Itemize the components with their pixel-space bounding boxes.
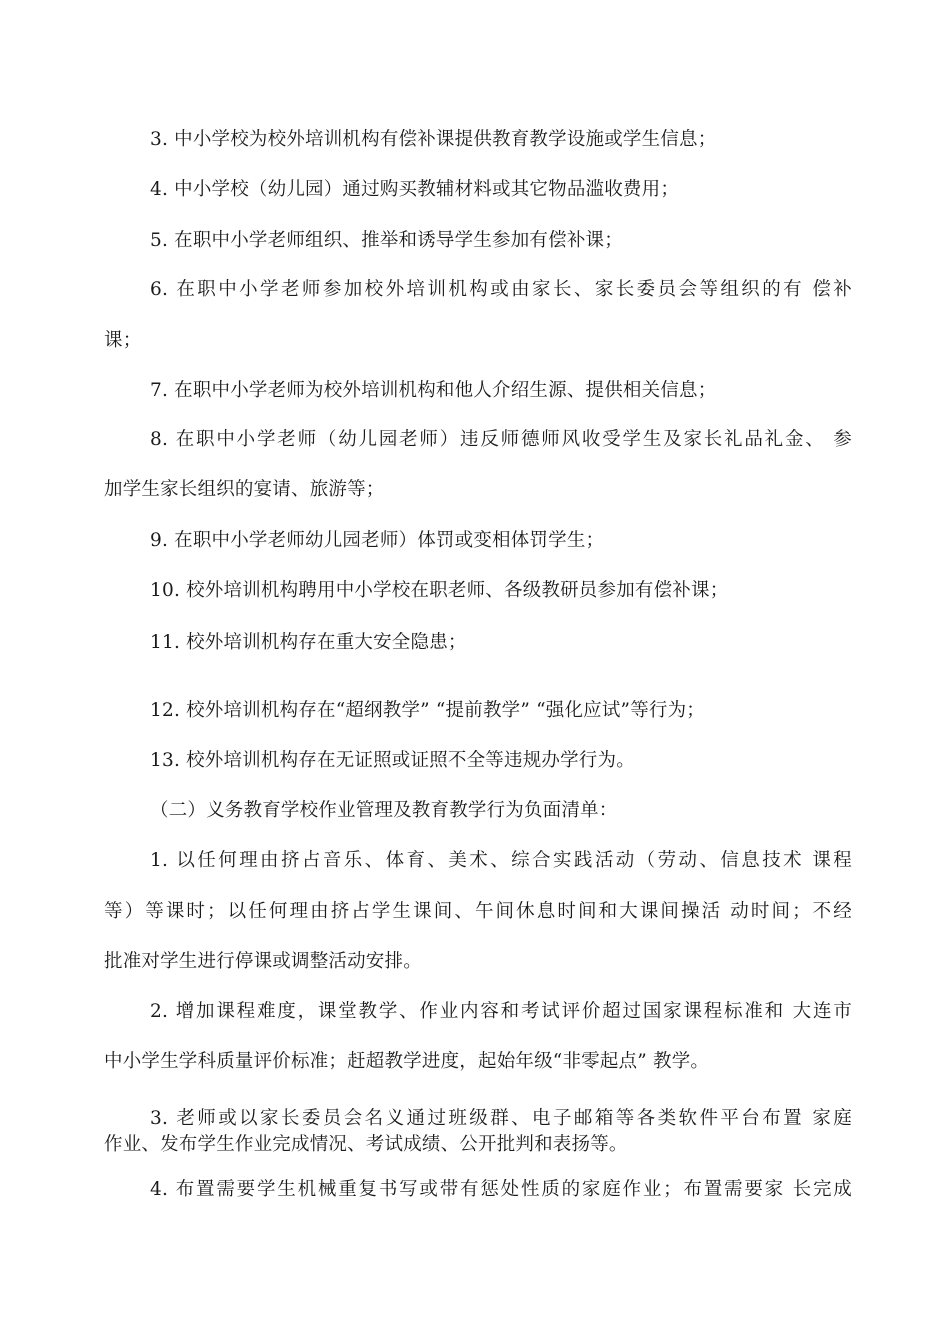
text-line: 3. 老师或以家长委员会名义通过班级群、电子邮箱等各类软件平台布置 家庭 [150,1108,852,1129]
text-line: 5. 在职中小学老师组织、推举和诱导学生参加有偿补课； [150,230,623,251]
text-line: 批准对学生进行停课或调整活动安排。 [104,951,422,972]
text-line: 10. 校外培训机构聘用中小学校在职老师、各级教研员参加有偿补课； [150,580,729,601]
text-line: 4. 中小学校（幼儿园）通过购买教辅材料或其它物品滥收费用； [150,179,680,200]
text-line: 13. 校外培训机构存在无证照或证照不全等违规办学行为。 [150,750,635,771]
text-line: 1. 以任何理由挤占音乐、体育、美术、综合实践活动（劳动、信息技术 课程 [150,850,852,871]
text-line: 9. 在职中小学老师幼儿园老师）体罚或变相体罚学生； [150,530,605,551]
text-line: 11. 校外培训机构存在重大安全隐患； [150,632,467,653]
text-line: 课； [104,330,142,351]
text-line: 4. 布置需要学生机械重复书写或带有惩处性质的家庭作业；布置需要家 长完成 [150,1179,852,1200]
text-line: 加学生家长组织的宴请、旅游等； [104,479,385,500]
text-line: 3. 中小学校为校外培训机构有偿补课提供教育教学设施或学生信息； [150,129,717,150]
text-line: 等）等课时；以任何理由挤占学生课间、午间休息时间和大课间操活 动时间；不经 [104,901,852,922]
text-line: 作业、发布学生作业完成情况、考试成绩、公开批判和表扬等。 [104,1134,628,1155]
text-line: 中小学生学科质量评价标准；赶超教学进度，起始年级“非零起点” 教学。 [104,1051,710,1072]
text-line: 2. 增加课程难度，课堂教学、作业内容和考试评价超过国家课程标准和 大连市 [150,1001,852,1022]
text-line: 8. 在职中小学老师（幼儿园老师）违反师德师风收受学生及家长礼品礼金、 参 [150,429,852,450]
text-line: 6. 在职中小学老师参加校外培训机构或由家长、家长委员会等组织的有 偿补 [150,279,852,300]
text-line: 12. 校外培训机构存在“超纲教学” “提前教学” “强化应试”等行为； [150,700,706,721]
text-line: 7. 在职中小学老师为校外培训机构和他人介绍生源、提供相关信息； [150,380,717,401]
section-heading: （二）义务教育学校作业管理及教育教学行为负面清单： [150,800,618,821]
